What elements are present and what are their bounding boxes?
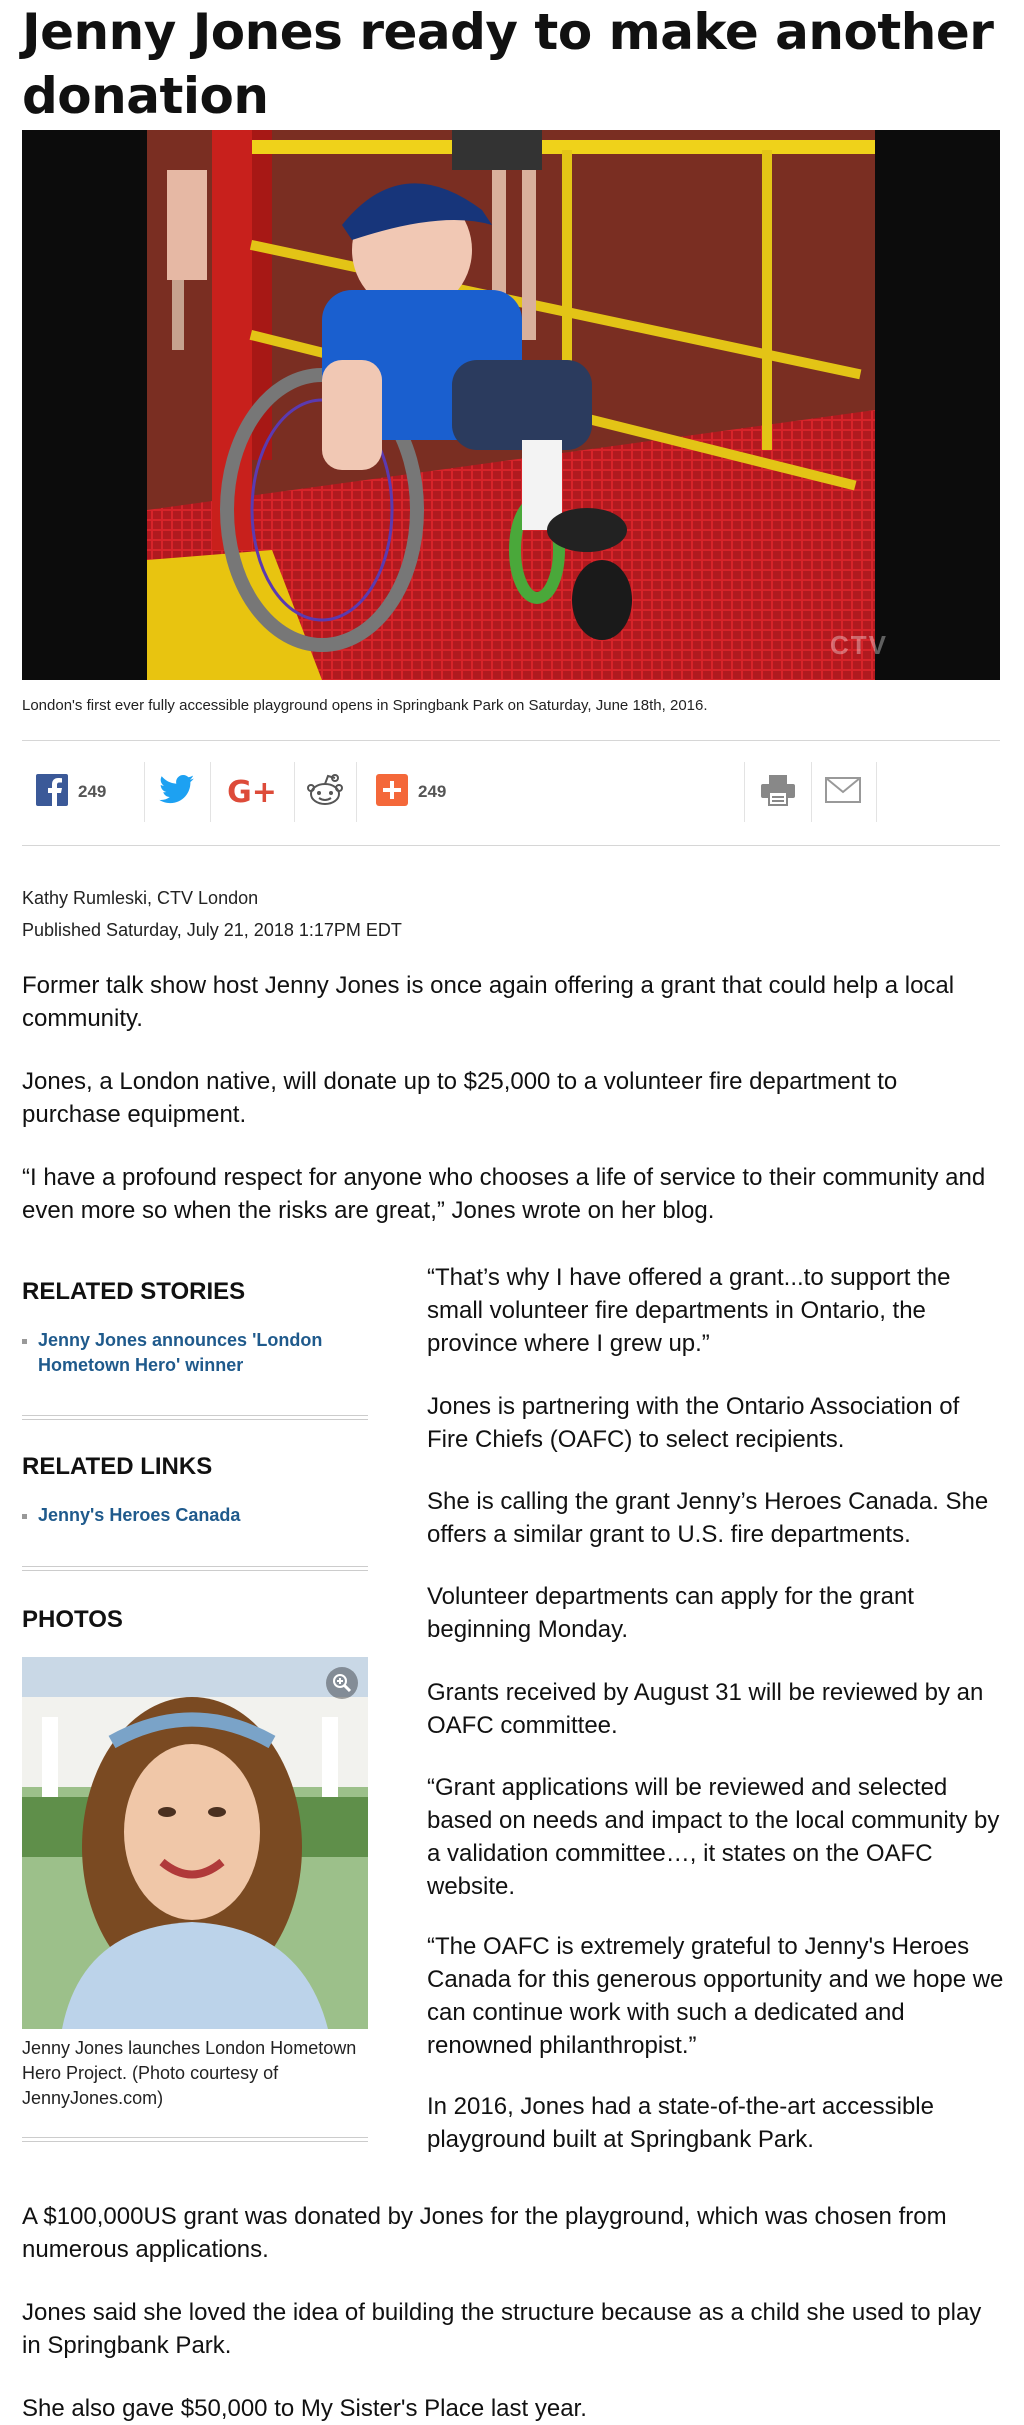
article-paragraph: Jones is partnering with the Ontario Association of Fire Chiefs (OAFC) to select recipients. [427, 1393, 960, 1453]
playground-photo [22, 130, 1000, 680]
jenny-jones-photo[interactable] [22, 1657, 368, 2029]
author: Kathy Rumleski, CTV London [22, 888, 259, 908]
portrait-image [22, 1657, 368, 2029]
article-paragraph: She also gave $50,000 to My Sister's Place last year. [22, 2395, 587, 2422]
divider [22, 2137, 368, 2142]
related-story-link[interactable]: Jenny Jones announces 'London Hometown Hero' winner [22, 1328, 368, 1378]
google-plus-share-button[interactable] [210, 762, 295, 822]
photo-caption: Jenny Jones launches London Hometown Hero Project. (Photo courtesy of JennyJones.com) [22, 2038, 357, 2108]
related-link[interactable]: Jenny's Heroes Canada [22, 1503, 368, 1528]
article-paragraph: “The OAFC is extremely grateful to Jenny's Heroes Canada for this generous opportunity and we hope we can continue work with such a dedicated and renowned philanthropist.” [427, 1933, 1004, 2059]
article-paragraph: She is calling the grant Jenny’s Heroes Canada. She offers a similar grant to U.S. fire departments. [427, 1488, 989, 1548]
facebook-icon [36, 774, 68, 811]
related-links-title: RELATED LINKS [22, 1453, 213, 1480]
twitter-icon [159, 775, 195, 810]
photos-section [22, 1606, 368, 1634]
published-date: Published Saturday, July 21, 2018 1:17PM EDT [22, 920, 402, 940]
image-caption: London's first ever fully accessible playground opens in Springbank Park on Saturday, June 18th, 2016. [22, 697, 708, 714]
article-paragraph: A $100,000US grant was donated by Jones for the playground, which was chosen from numerous applications. [22, 2203, 947, 2263]
reddit-share-button[interactable] [294, 762, 357, 822]
ctv-watermark: CTV [830, 630, 888, 660]
reddit-icon [306, 773, 344, 812]
zoom-icon[interactable] [328, 1669, 356, 1697]
google-plus-icon: G+ [227, 774, 277, 810]
photos-title: PHOTOS [22, 1606, 123, 1633]
email-button[interactable] [810, 762, 877, 822]
plus-share-count: 249 [418, 782, 447, 801]
email-icon [825, 777, 861, 808]
divider [22, 1566, 368, 1571]
print-icon [760, 774, 796, 811]
related-stories [22, 1278, 368, 1378]
byline [22, 882, 402, 946]
print-button[interactable] [744, 762, 812, 822]
plus-share-icon [376, 774, 408, 811]
article-paragraph: “I have a profound respect for anyone who chooses a life of service to their community and even more so when the risks are great,” Jones wrote on her blog. [22, 1164, 986, 1224]
article-paragraph: Jones, a London native, will donate up to $25,000 to a volunteer fire department to purchase equipment. [22, 1068, 898, 1128]
facebook-share-count: 249 [78, 782, 107, 801]
article-paragraph: Volunteer departments can apply for the grant beginning Monday. [427, 1583, 914, 1643]
plus-share-button[interactable] [356, 762, 476, 822]
article-paragraph: In 2016, Jones had a state-of-the-art accessible playground built at Springbank Park. [427, 2093, 934, 2153]
article-headline: Jenny Jones ready to make another donation [22, 3, 994, 125]
twitter-share-button[interactable] [144, 762, 211, 822]
article-paragraph: Jones said she loved the idea of building the structure because as a child she used to play in Springbank Park. [22, 2299, 982, 2359]
hero-image[interactable] [22, 130, 1000, 680]
divider [22, 740, 1000, 741]
article-paragraph: Former talk show host Jenny Jones is once again offering a grant that could help a local community. [22, 972, 955, 1032]
article-paragraph: “Grant applications will be reviewed and selected based on needs and impact to the local community by a validation committee…, it states on the OAFC website. [427, 1774, 1000, 1900]
article-paragraph: “That’s why I have offered a grant...to support the small volunteer fire departments in Ontario, the province where I grew up.” [427, 1264, 951, 1357]
divider [22, 845, 1000, 846]
related-stories-title: RELATED STORIES [22, 1278, 246, 1305]
share-bar [22, 762, 1000, 822]
facebook-share-button[interactable] [22, 762, 145, 822]
article-paragraph: Grants received by August 31 will be reviewed by an OAFC committee. [427, 1679, 984, 1739]
divider [22, 1415, 368, 1420]
related-links [22, 1453, 368, 1528]
